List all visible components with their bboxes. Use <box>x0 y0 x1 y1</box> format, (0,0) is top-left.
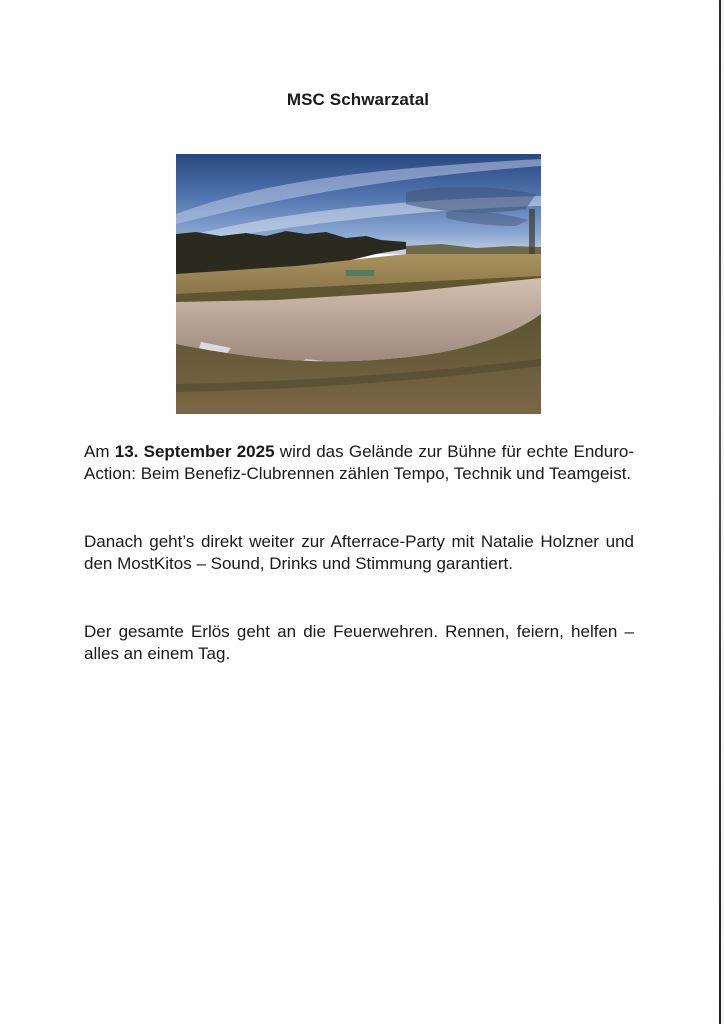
event-date: 13. September 2025 <box>114 442 275 461</box>
paragraph-rest: wird das Gelände zur Bühne für echte Enduro-Action: Beim Benefiz-Clubrennen zählen Tempo, Technik und Teamgeist. <box>84 442 634 483</box>
motocross-track-photo <box>176 154 541 414</box>
paragraph-charity: Der gesamte Erlös geht an die Feuerwehren. Rennen, feiern, helfen – alles an einem Tag. <box>84 622 634 663</box>
container <box>346 270 374 276</box>
paragraph-event <box>84 441 634 485</box>
tree-right <box>529 209 535 254</box>
paragraph-prefix: Am <box>84 442 115 461</box>
scan-border <box>719 0 721 1024</box>
page-title: MSC Schwarzatal <box>286 90 430 109</box>
paragraph-party: Danach geht’s direkt weiter zur Afterrace-Party mit Natalie Holzner und den MostKitos – Sound, Drinks und Stimmung garantiert. <box>84 532 634 573</box>
